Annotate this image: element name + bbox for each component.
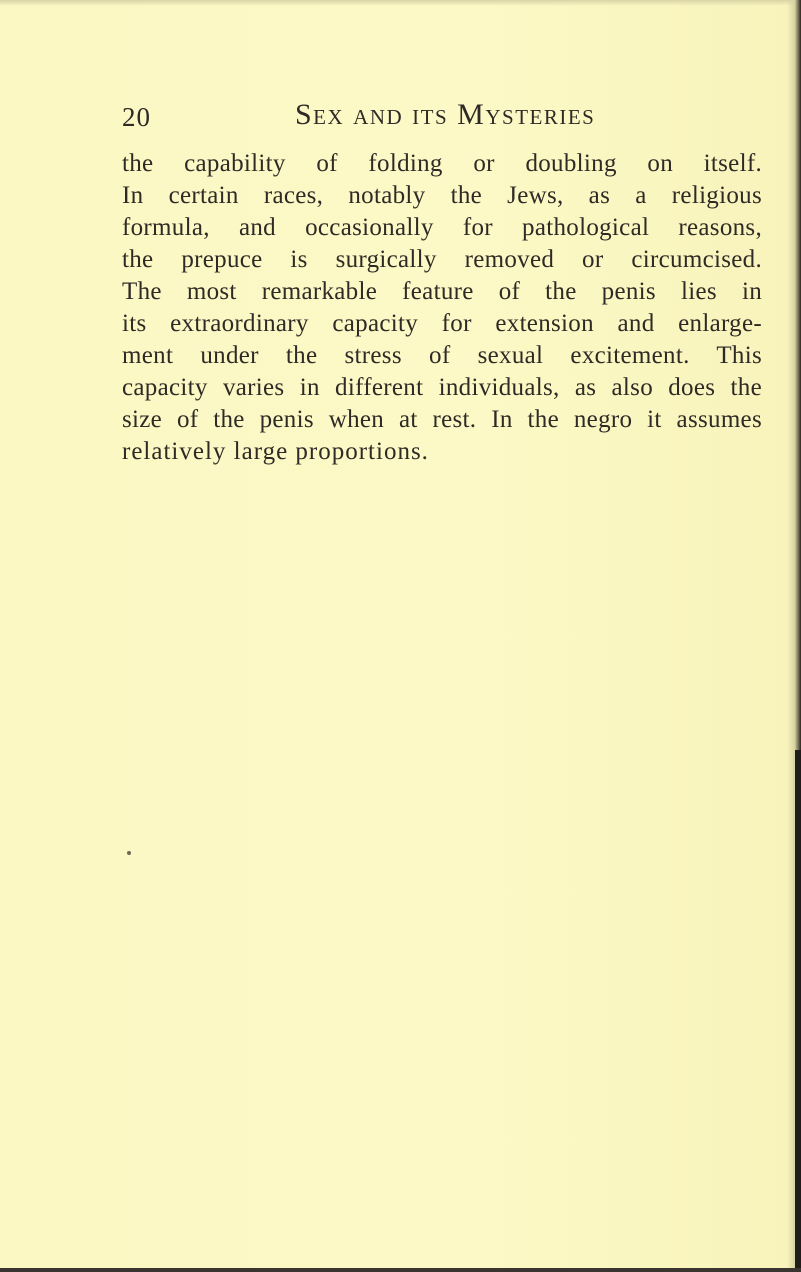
page-top-edge: [0, 0, 801, 6]
page-bottom-edge: [0, 1268, 801, 1272]
text-line: ment under the stress of sexual excitement. This: [122, 342, 762, 369]
text-line: the capability of folding or doubling on itself.: [122, 150, 762, 177]
text-line-last: relatively large proportions.: [122, 438, 429, 465]
text-line: capacity varies in different individuals, as also does the: [122, 374, 762, 401]
body-paragraph: [122, 148, 762, 468]
text-line: size of the penis when at rest. In the negro it assumes: [122, 406, 762, 433]
page-number: 20: [122, 102, 151, 132]
running-head: [122, 98, 762, 138]
text-line: formula, and occasionally for pathological reasons,: [122, 214, 762, 241]
paper-speck: [127, 851, 131, 855]
page-binding-edge: [795, 750, 801, 1272]
running-title: Sex and its Mysteries: [295, 98, 596, 131]
text-line: the prepuce is surgically removed or circumcised.: [122, 246, 762, 273]
text-line: The most remarkable feature of the penis lies in: [122, 278, 762, 305]
text-line: In certain races, notably the Jews, as a religious: [122, 182, 762, 209]
text-line: its extraordinary capacity for extension and enlarge-: [122, 310, 762, 337]
